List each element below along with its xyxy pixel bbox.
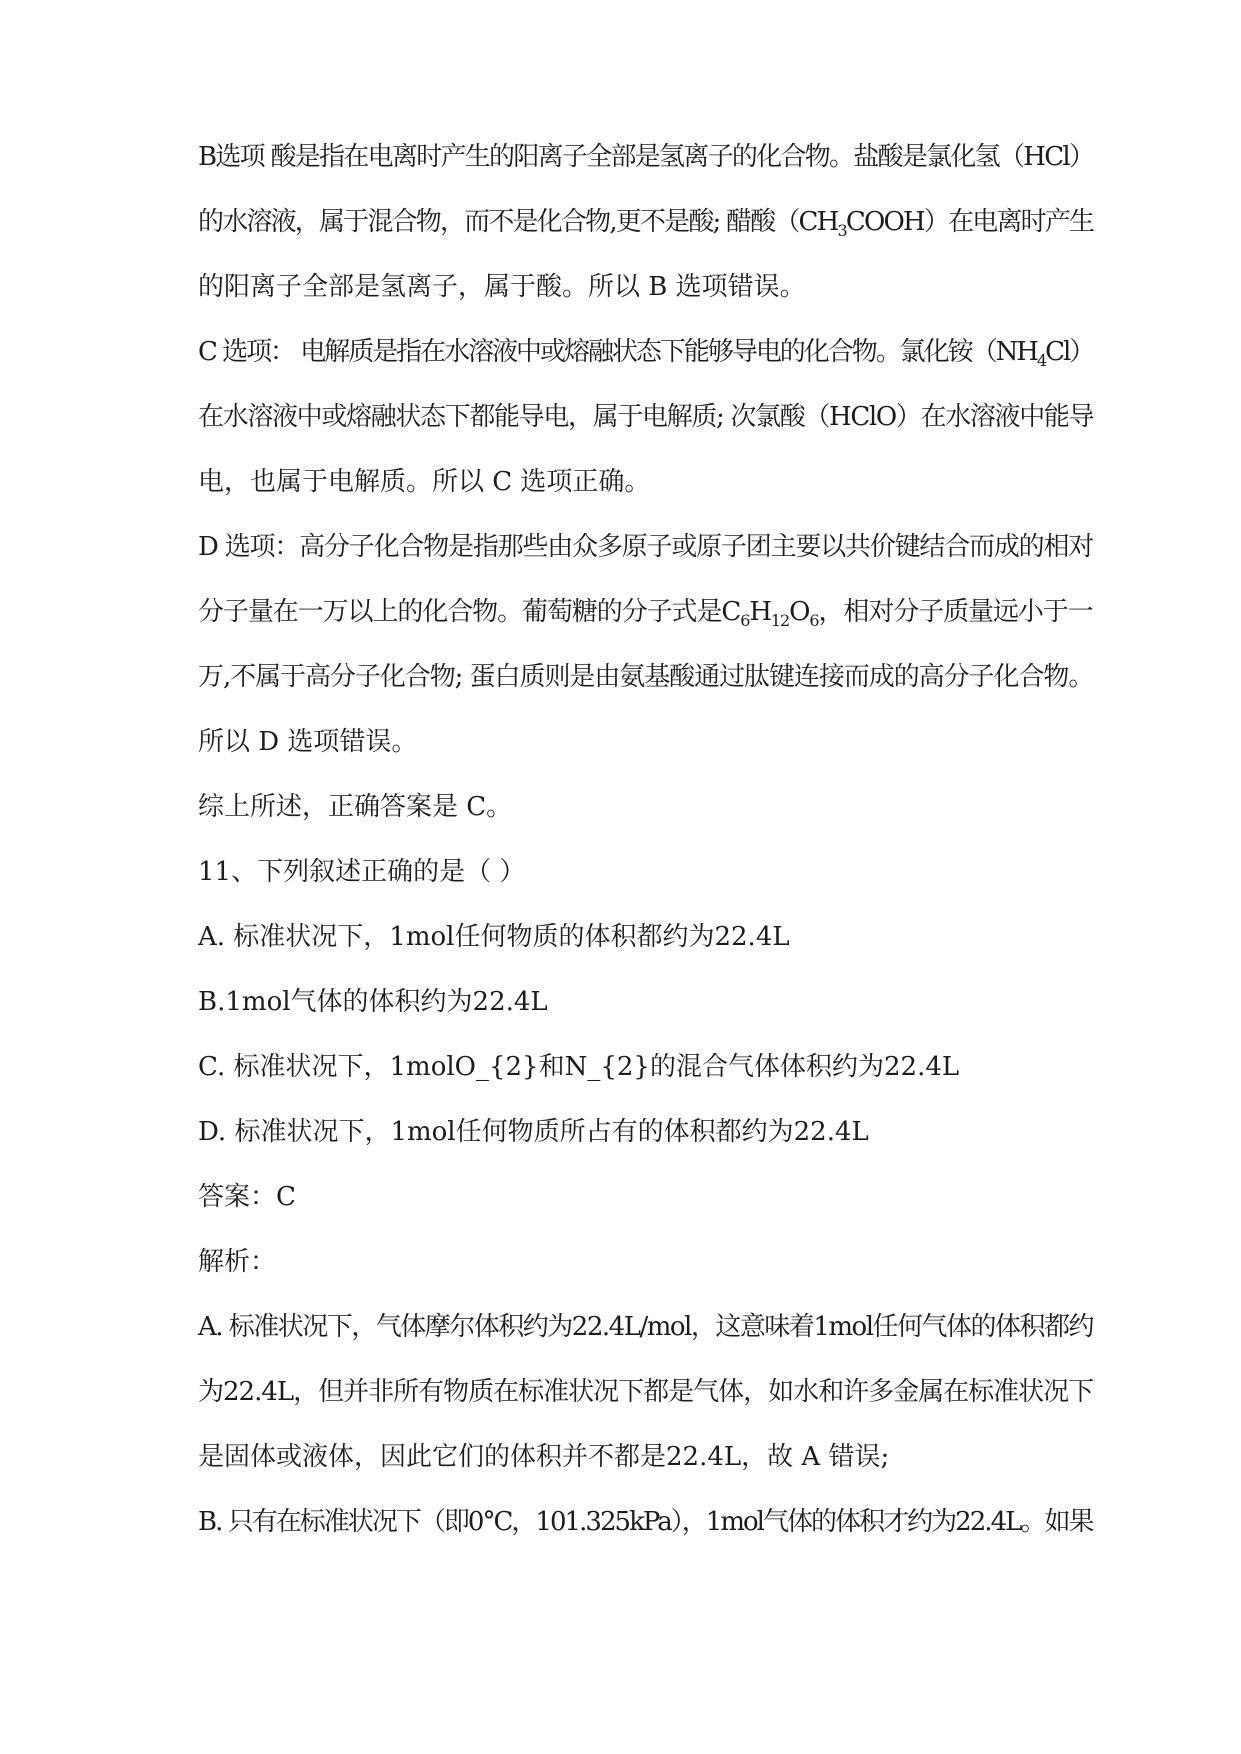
text-line: 综上所述，正确答案是 C。	[198, 792, 513, 822]
analysis-heading: 解析：	[198, 1247, 277, 1277]
text-line: B. 只有在标准状况下（即0°C，101.325kPa），1mol气体的体积才约为22.4L。如果	[198, 1507, 1093, 1537]
text-line: 的阳离子全部是氢离子，属于酸。所以 B 选项错误。	[198, 272, 806, 302]
text-line: 的水溶液，属于混合物，而不是化合物,更不是酸; 醋酸$(CH_3COOH)$在电离时产生	[198, 207, 1094, 240]
question-title: 11、下列叙述正确的是（ ）	[198, 857, 526, 887]
answer-line: 答案：C	[198, 1182, 296, 1212]
option-a: A. 标准状况下，1mol任何物质的体积都约为22.4L	[198, 922, 790, 952]
text-line: A. 标准状况下，气体摩尔体积约为22.4L/mol，这意味着1mol任何气体的体积都约	[198, 1312, 1094, 1342]
document-body	[198, 140, 1093, 1570]
text-line: 分子量在一万以上的化合物。葡萄糖的分子式是$C_6H_{12}O_6$，相对分子质量远小于一	[198, 597, 1093, 630]
text-line: 是固体或液体，因此它们的体积并不都是22.4L，故 A 错误;	[198, 1442, 890, 1472]
text-line: 电，也属于电解质。所以 C 选项正确。	[198, 467, 651, 497]
text-line: D 选项：高分子化合物是指那些由众多原子或原子团主要以共价键结合而成的相对	[198, 532, 1094, 562]
option-d: D. 标准状况下，1mol任何物质所占有的体积都约为22.4L	[198, 1117, 869, 1147]
option-c: C. 标准状况下，1molO_{2}和N_{2}的混合气体体积约为22.4L	[198, 1052, 960, 1082]
option-b: B.1mol气体的体积约为22.4L	[198, 987, 548, 1017]
text-line: 万,不属于高分子化合物; 蛋白质则是由氨基酸通过肽键连接而成的高分子化合物。	[198, 662, 1094, 692]
text-line: 为22.4L，但并非所有物质在标准状况下都是气体，如水和许多金属在标准状况下	[198, 1377, 1094, 1407]
text-line: 所以 D 选项错误。	[198, 727, 418, 757]
text-line: B选项 酸是指在电离时产生的阳离子全部是氢离子的化合物。盐酸是氯化氢（HCl）	[198, 142, 1094, 172]
text-line: C 选项： 电解质是指在水溶液中或熔融状态下能够导电的化合物。氯化铵$(NH_4Cl)$	[198, 337, 1094, 370]
text-line: 在水溶液中或熔融状态下都能导电，属于电解质; 次氯酸（HClO）在水溶液中能导	[198, 402, 1094, 432]
